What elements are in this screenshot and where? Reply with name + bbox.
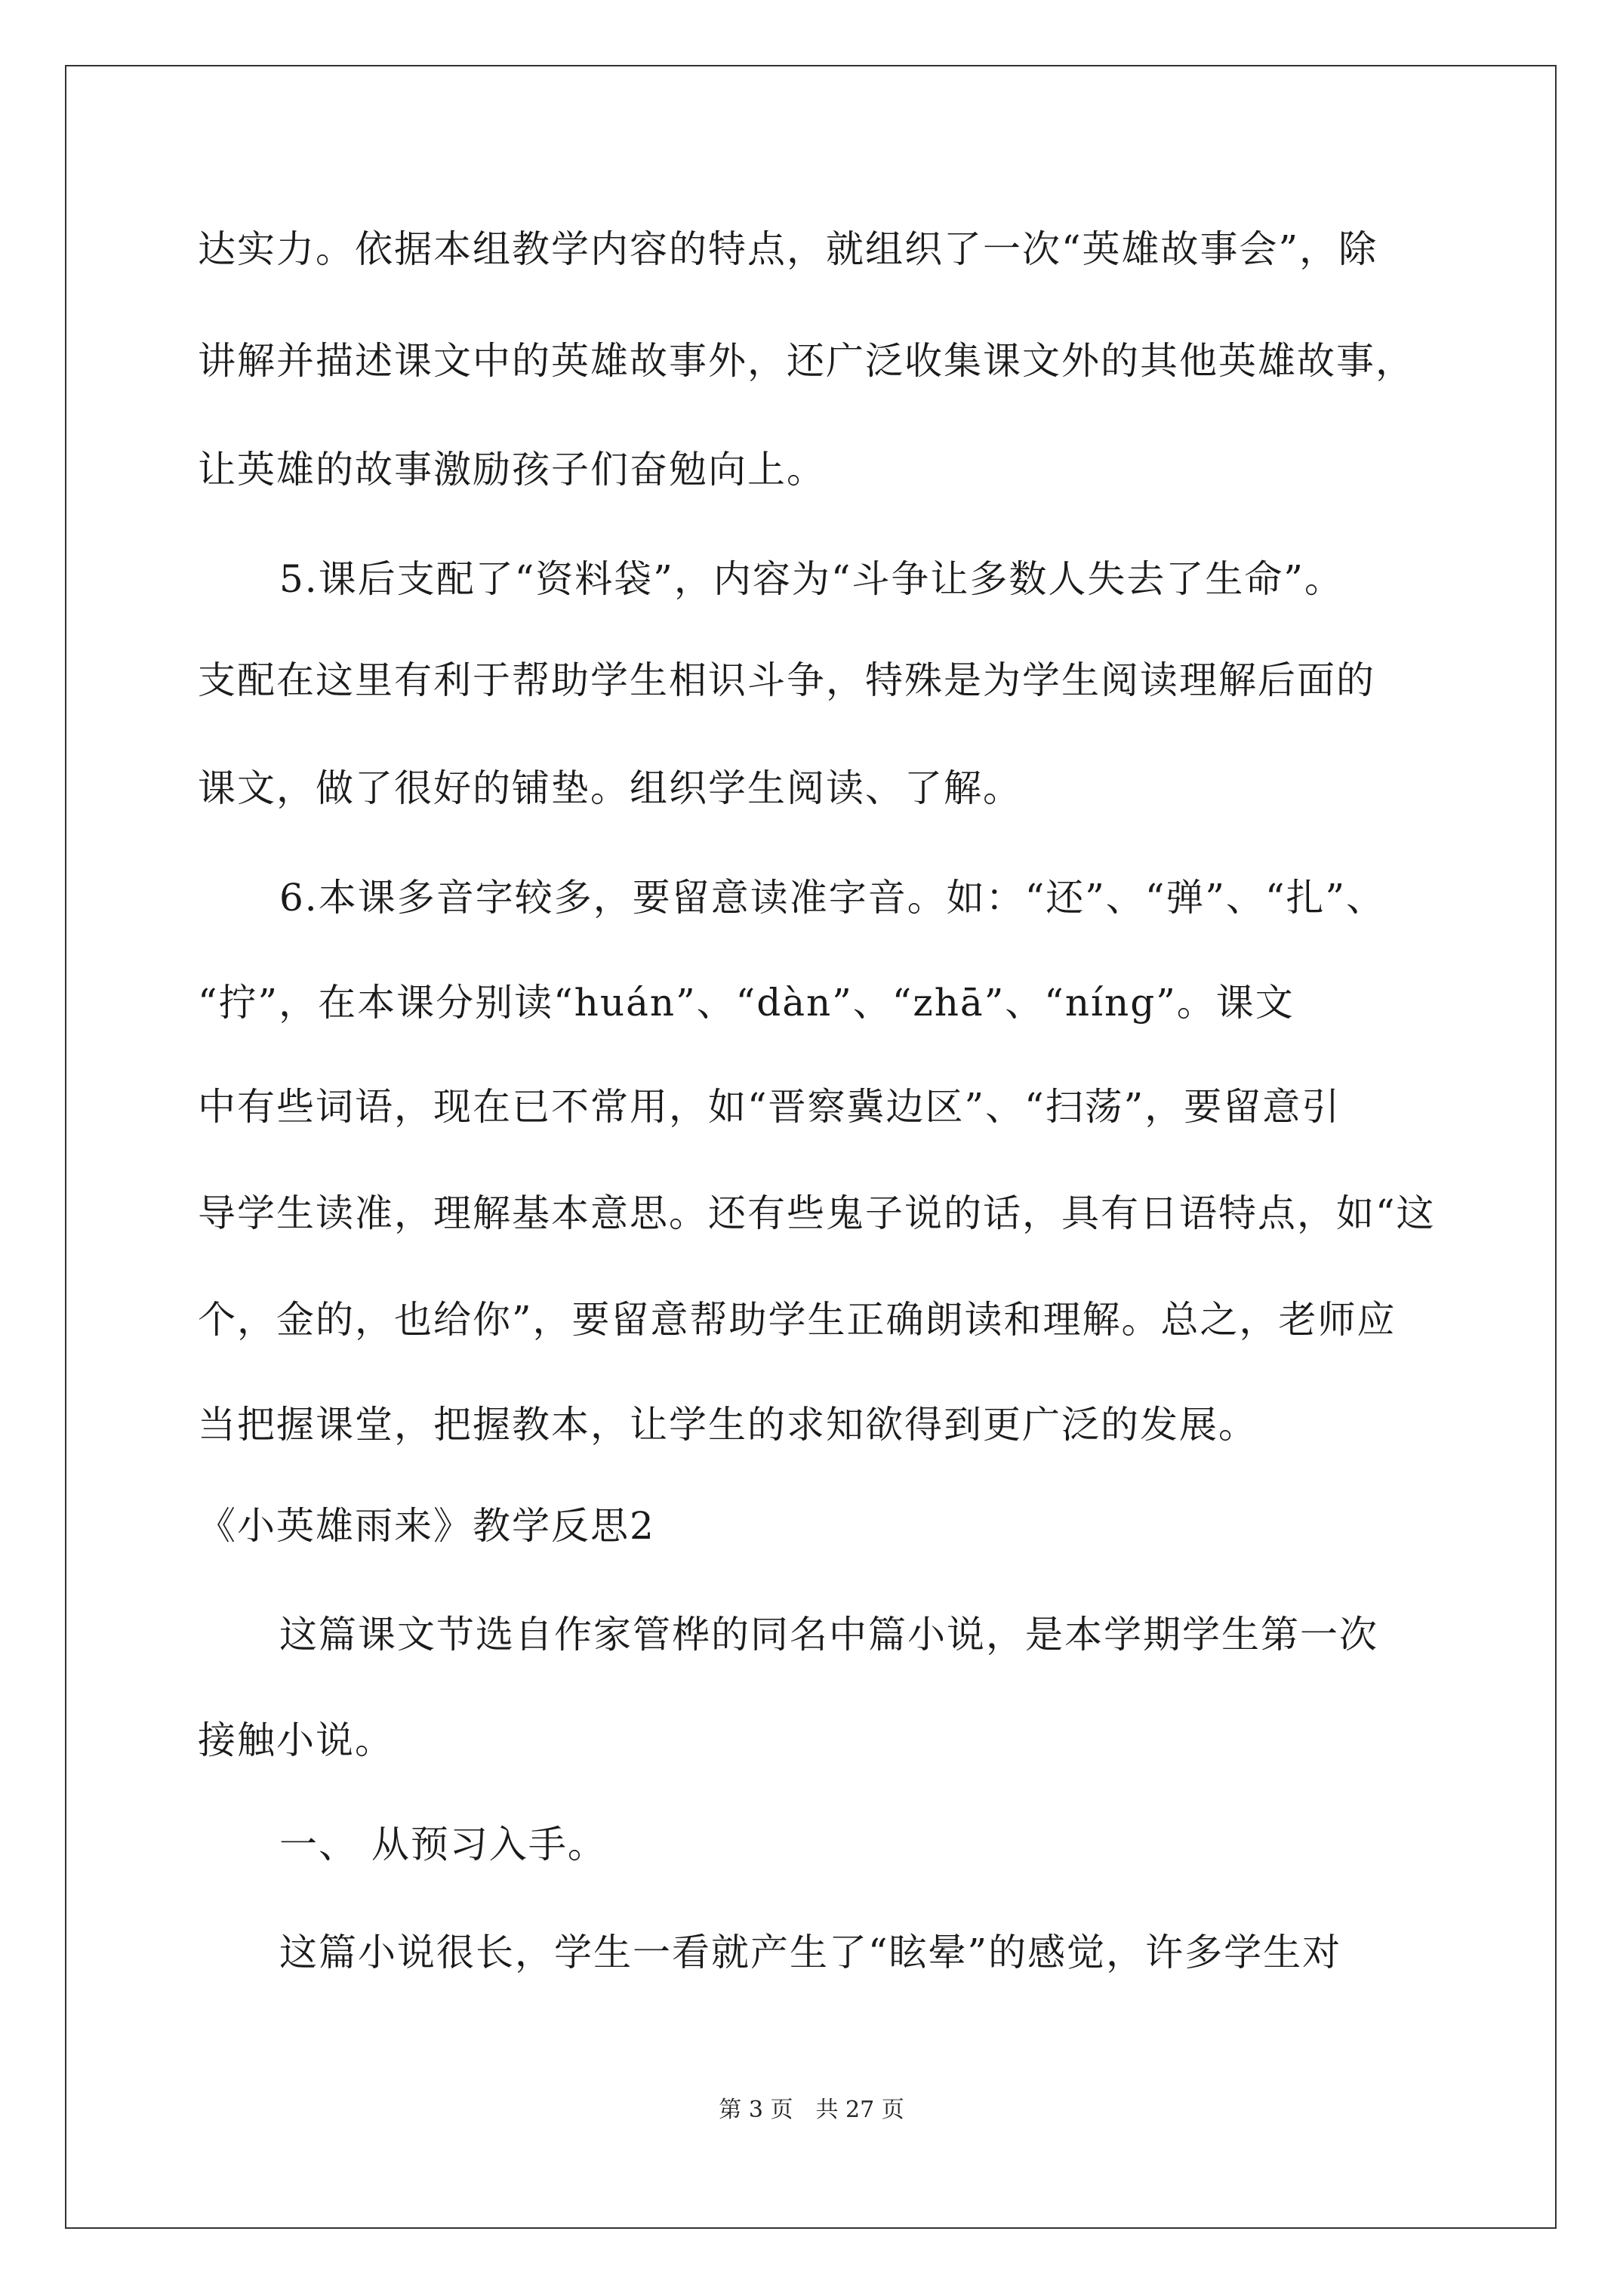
text-line: 一、 从预习入手。 <box>279 1823 607 1866</box>
text-line: 课文，做了很好的铺垫。组织学生阅读、了解。 <box>198 766 1022 810</box>
text-line: 个，金的，也给你”，要留意帮助学生正确朗读和理解。总之，老师应 <box>198 1298 1397 1342</box>
text-line: 达实力。依据本组教学内容的特点，就组织了一次“英雄故事会”，除 <box>198 227 1378 271</box>
text-line: “拧”，在本课分别读“huán”、“dàn”、“zhā”、“níng”。课文 <box>198 981 1295 1025</box>
text-line: 中有些词语，现在已不常用，如“晋察冀边区”、“扫荡”，要留意引 <box>198 1085 1341 1129</box>
page-number: 第 3 页 共 27 页 <box>719 2097 904 2123</box>
text-line: 5.课后支配了“资料袋”，内容为“斗争让多数人失去了生命”。 <box>279 557 1344 601</box>
text-line: 支配在这里有利于帮助学生相识斗争，特殊是为学生阅读理解后面的 <box>198 658 1375 702</box>
text-line: 这篇小说很长，学生一看就产生了“眩晕”的感觉，许多学生对 <box>279 1931 1342 1974</box>
page-border <box>65 65 1557 2229</box>
text-line: 这篇课文节选自作家管桦的同名中篇小说，是本学期学生第一次 <box>279 1613 1378 1657</box>
text-line: 讲解并描述课文中的英雄故事外，还广泛收集课文外的其他英雄故事， <box>198 339 1415 383</box>
section-heading: 《小英雄雨来》教学反思2 <box>198 1504 655 1548</box>
text-line: 导学生读准，理解基本意思。还有些鬼子说的话，具有日语特点，如“这 <box>198 1191 1436 1235</box>
text-line: 接触小说。 <box>198 1718 394 1762</box>
text-line: 让英雄的故事激励孩子们奋勉向上。 <box>198 448 826 492</box>
text-line: 6.本课多音字较多，要留意读准字音。如：“还”、“弹”、“扎”、 <box>279 876 1386 920</box>
text-line: 当把握课堂，把握教本，让学生的求知欲得到更广泛的发展。 <box>198 1403 1258 1447</box>
